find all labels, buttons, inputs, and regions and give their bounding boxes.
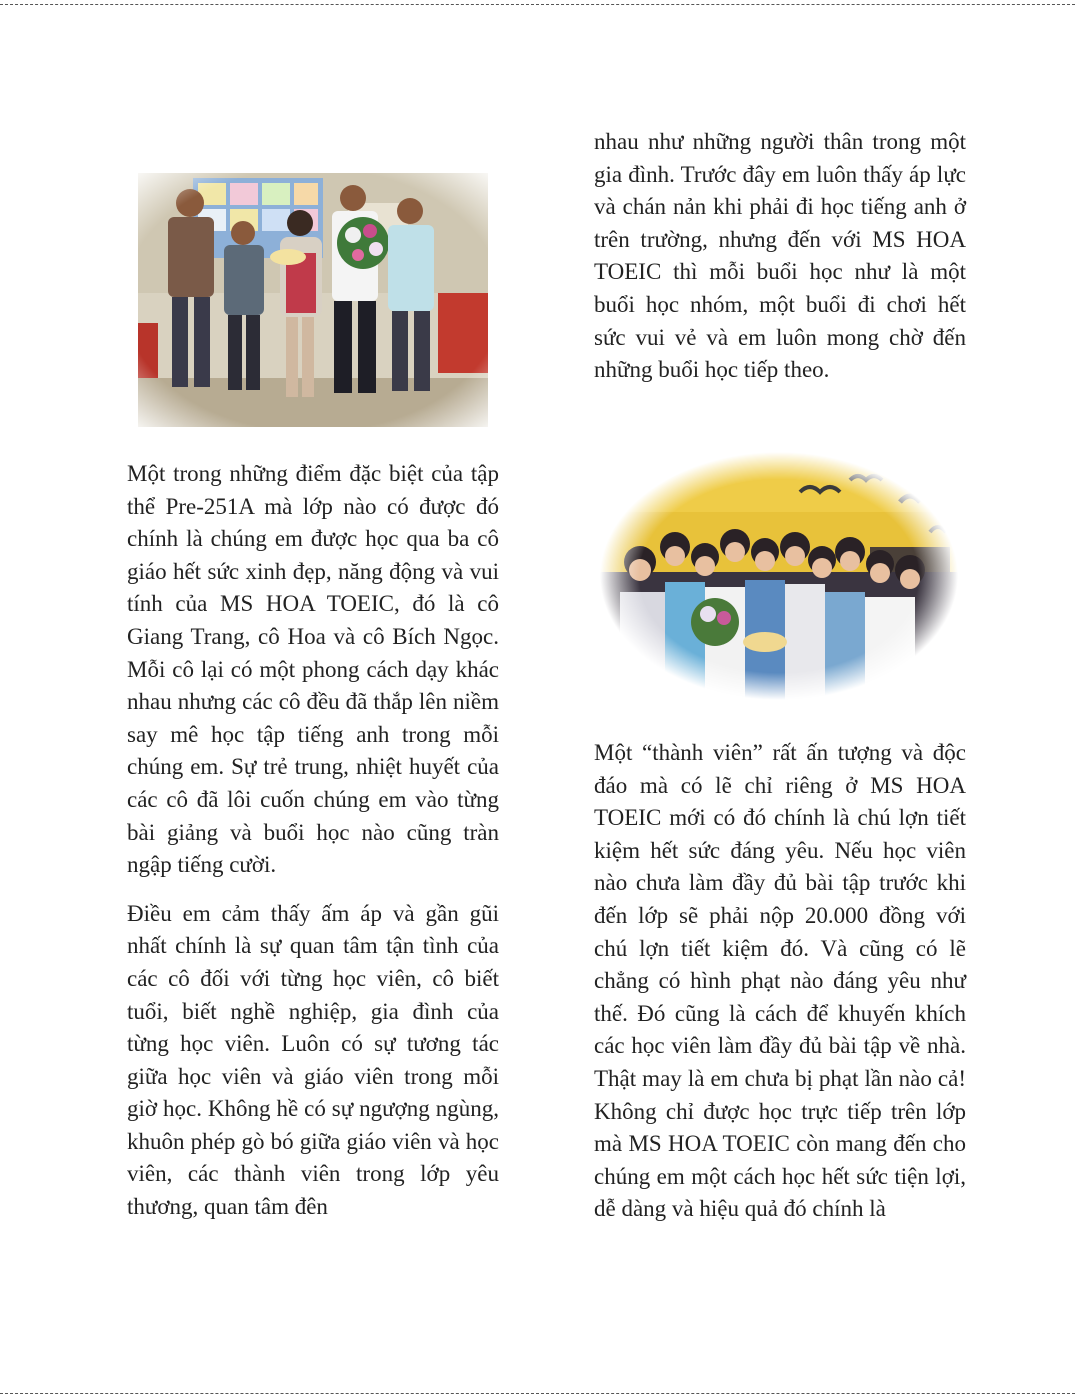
group-photo: [138, 173, 488, 427]
page-top-dashed-border: [0, 4, 1075, 5]
right-column-top: [594, 126, 966, 387]
right-paragraph-2: Một “thành viên” rất ấn tượng và độc đáo mà có lẽ chỉ riêng ở MS HOA TOEIC mới có đó chính là chú lợn tiết kiệm hết sức đáng yêu. Nếu học viên nào chưa làm đầy đủ bài tập trước khi đến lớp sẽ phải nộp 20.000 đồng với chú lợn tiết kiệm đó. Và cũng có lẽ chẳng có hình phạt nào đáng yêu như thế. Đó cũng là cách để khuyến khích các học viên làm đầy đủ bài tập về nhà. Thật may là em chưa bị phạt lần nào cả! Không chỉ được học trực tiếp trên lớp mà MS HOA TOEIC còn mang đến cho chúng em một cách học hết sức tiện lợi, dễ dàng và hiệu quả đó chính là: [594, 740, 966, 1222]
group-photo-icon: [138, 173, 488, 427]
class-photo: [600, 452, 958, 700]
left-paragraph-1: Một trong những điểm đặc biệt của tập thể Pre-251A mà lớp nào có được đó chính là chúng em được học qua ba cô giáo hết sức xinh đẹp, năng động và vui tính của MS HOA TOEIC, đó là cô Giang Trang, cô Hoa và cô Bích Ngọc. Mỗi cô lại có một phong cách dạy khác nhau nhưng các cô đều đã thắp lên niềm say mê học tập tiếng anh trong mỗi chúng em. Sự trẻ trung, nhiệt huyết của các cô đã lôi cuốn chúng em vào từng bài giảng và buổi học nào cũng tràn ngập tiếng cười.: [127, 461, 499, 878]
right-paragraph-1: nhau như những người thân trong một gia đình. Trước đây em luôn thấy áp lực và chán nản khi phải đi học tiếng anh ở trên trường, nhưng đến với MS HOA TOEIC thì mỗi buổi học như là một buổi học nhóm, một buổi đi chơi hết sức vui vẻ và em luôn mong chờ đến những buổi học tiếp theo.: [594, 129, 966, 383]
left-column: [127, 458, 499, 1224]
right-column-bottom: [594, 737, 966, 1226]
class-photo-icon: [600, 452, 958, 700]
left-paragraph-2: Điều em cảm thấy ấm áp và gần gũi nhất chính là sự quan tâm tận tình của các cô đối với từng học viên, cô biết tuổi, biết nghề nghiệp, gia đình của từng học viên. Luôn có sự tương tác giữa học viên và giáo viên trong mỗi giờ học. Không hề có sự ngượng ngùng, khuôn phép gò bó giữa giáo viên và học viên, các thành viên trong lớp yêu thương, quan tâm đên: [127, 900, 499, 1220]
page-bottom-dashed-border: [0, 1393, 1075, 1394]
